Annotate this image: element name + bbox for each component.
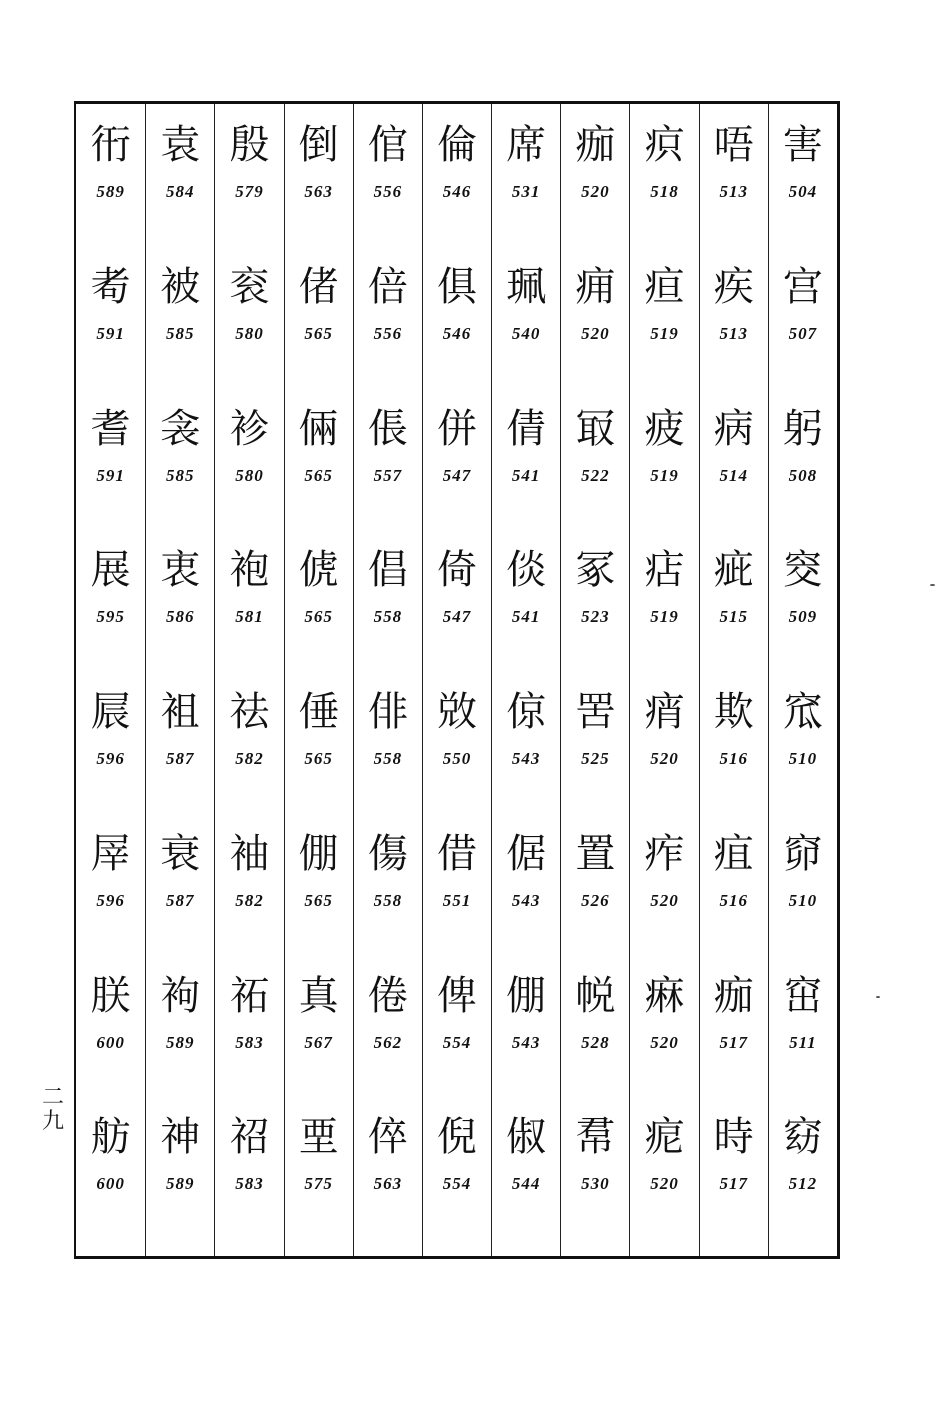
entry-page-ref: 530 xyxy=(581,1174,610,1194)
index-entry xyxy=(285,547,353,689)
entry-character: 祛 xyxy=(229,689,270,735)
entry-character: 袁 xyxy=(160,122,201,168)
entry-character: 倦 xyxy=(367,972,408,1019)
entry-page-ref: 512 xyxy=(788,1174,818,1194)
index-entry xyxy=(769,831,837,973)
index-entry xyxy=(492,1114,560,1256)
index-entry xyxy=(423,264,491,406)
index-column xyxy=(560,104,629,1256)
index-entry xyxy=(146,1114,214,1256)
entry-character: 倚 xyxy=(436,547,477,594)
entry-character: 痈 xyxy=(575,263,616,310)
index-column xyxy=(76,104,145,1256)
entry-page-ref: 550 xyxy=(442,749,472,768)
index-entry xyxy=(492,406,560,548)
entry-page-ref: 582 xyxy=(235,890,264,910)
entry-character: 衰 xyxy=(160,830,201,877)
entry-page-ref: 585 xyxy=(166,465,195,485)
entry-character: 疻 xyxy=(644,122,685,168)
entry-page-ref: 540 xyxy=(511,323,541,343)
index-entry xyxy=(561,689,629,831)
entry-page-ref: 520 xyxy=(650,1032,679,1052)
entry-page-ref: 562 xyxy=(373,1032,403,1052)
index-column xyxy=(629,104,698,1256)
entry-character: 冢 xyxy=(575,547,616,594)
entry-page-ref: 517 xyxy=(719,1032,748,1052)
index-entry xyxy=(146,406,214,548)
entry-page-ref: 517 xyxy=(719,1174,748,1194)
entry-character: 袍 xyxy=(229,547,270,594)
entry-character: 疲 xyxy=(644,405,685,452)
entry-page-ref: 520 xyxy=(581,323,610,343)
entry-character: 傷 xyxy=(367,830,408,877)
entry-page-ref: 541 xyxy=(511,607,541,627)
index-entry xyxy=(215,689,283,831)
index-entry xyxy=(215,406,283,548)
index-entry xyxy=(630,1114,698,1256)
index-entry xyxy=(76,1114,145,1256)
entry-character: 俶 xyxy=(506,1114,547,1161)
entry-page-ref: 565 xyxy=(304,323,333,343)
entry-page-ref: 565 xyxy=(304,890,333,910)
entry-character: 倀 xyxy=(367,405,408,452)
entry-page-ref: 510 xyxy=(788,890,818,910)
index-entry xyxy=(492,547,560,689)
index-entry xyxy=(492,122,560,264)
index-entry xyxy=(630,406,698,548)
index-entry xyxy=(146,689,214,831)
entry-character: 倩 xyxy=(506,405,547,452)
index-column xyxy=(491,104,560,1256)
index-column xyxy=(768,104,837,1256)
index-entry xyxy=(561,547,629,689)
entry-character: 席 xyxy=(506,122,547,168)
entry-page-ref: 518 xyxy=(650,182,679,201)
entry-character: 痄 xyxy=(644,830,685,877)
index-entry xyxy=(146,973,214,1115)
entry-character: 痂 xyxy=(713,972,754,1019)
entry-character: 帨 xyxy=(575,972,616,1019)
entry-page-ref: 589 xyxy=(166,1032,195,1052)
entry-page-ref: 583 xyxy=(235,1174,264,1194)
entry-page-ref: 523 xyxy=(581,607,610,627)
index-entry xyxy=(769,1114,837,1256)
entry-character: 疵 xyxy=(713,547,754,594)
entry-character: 痟 xyxy=(644,689,685,735)
index-entry xyxy=(561,122,629,264)
index-entry xyxy=(285,122,353,264)
index-entry xyxy=(354,973,422,1115)
index-entry xyxy=(354,264,422,406)
index-entry xyxy=(423,122,491,264)
index-entry xyxy=(423,1114,491,1256)
entry-character: 展 xyxy=(90,547,131,594)
index-column xyxy=(353,104,422,1256)
entry-page-ref: 510 xyxy=(788,749,818,768)
index-column xyxy=(284,104,353,1256)
index-grid xyxy=(76,104,837,1256)
entry-character: 借 xyxy=(436,830,477,877)
entry-character: 倨 xyxy=(506,830,547,877)
entry-character: 痁 xyxy=(644,547,685,594)
index-entry xyxy=(354,831,422,973)
entry-page-ref: 579 xyxy=(235,182,264,201)
entry-page-ref: 587 xyxy=(166,749,195,768)
index-entry xyxy=(630,264,698,406)
entry-page-ref: 554 xyxy=(442,1174,472,1194)
index-entry xyxy=(700,689,768,831)
entry-page-ref: 522 xyxy=(581,465,610,485)
entry-character: 倗 xyxy=(506,972,547,1019)
index-entry xyxy=(354,689,422,831)
entry-character: 真 xyxy=(298,972,339,1019)
entry-character: 殷 xyxy=(229,122,270,168)
entry-character: 疸 xyxy=(644,263,685,310)
index-entry xyxy=(285,689,353,831)
entry-page-ref: 565 xyxy=(304,465,333,485)
entry-character: 宫 xyxy=(782,263,823,310)
entry-page-ref: 580 xyxy=(235,323,264,343)
entry-character: 屒 xyxy=(90,689,131,735)
index-entry xyxy=(76,264,145,406)
entry-character: 倓 xyxy=(506,547,547,594)
index-entry xyxy=(492,264,560,406)
entry-character: 俱 xyxy=(436,263,477,310)
entry-page-ref: 515 xyxy=(719,607,748,627)
entry-character: 罟 xyxy=(575,689,616,735)
entry-page-ref: 509 xyxy=(788,607,818,627)
entry-page-ref: 551 xyxy=(442,890,472,910)
index-entry xyxy=(561,831,629,973)
entry-character: 疽 xyxy=(713,830,754,877)
index-entry xyxy=(76,122,145,264)
entry-page-ref: 589 xyxy=(96,182,125,201)
entry-page-ref: 513 xyxy=(719,182,748,201)
index-entry xyxy=(423,831,491,973)
entry-page-ref: 595 xyxy=(96,607,125,627)
entry-page-ref: 508 xyxy=(788,465,818,485)
entry-page-ref: 583 xyxy=(235,1032,264,1052)
entry-page-ref: 543 xyxy=(511,1032,541,1052)
index-entry xyxy=(769,547,837,689)
entry-page-ref: 519 xyxy=(650,323,679,343)
index-entry xyxy=(215,547,283,689)
scan-speck xyxy=(876,996,880,998)
scan-speck xyxy=(930,584,935,586)
entry-page-ref: 526 xyxy=(581,890,610,910)
index-column xyxy=(422,104,491,1256)
entry-character: 俾 xyxy=(436,972,477,1019)
index-column xyxy=(699,104,768,1256)
index-entry xyxy=(215,831,283,973)
index-entry xyxy=(769,122,837,264)
entry-character: 窔 xyxy=(782,547,823,594)
entry-page-ref: 513 xyxy=(719,323,748,343)
entry-page-ref: 600 xyxy=(96,1174,125,1194)
entry-page-ref: 565 xyxy=(304,749,333,768)
entry-character: 窊 xyxy=(782,689,823,735)
index-entry xyxy=(423,689,491,831)
entry-page-ref: 511 xyxy=(789,1032,817,1052)
index-entry xyxy=(492,831,560,973)
entry-character: 耆 xyxy=(90,405,131,452)
entry-page-ref: 563 xyxy=(304,182,333,201)
entry-page-ref: 547 xyxy=(442,607,472,627)
entry-page-ref: 556 xyxy=(373,323,403,343)
index-entry xyxy=(215,973,283,1115)
entry-page-ref: 600 xyxy=(96,1032,125,1052)
entry-character: 衮 xyxy=(229,263,270,310)
entry-page-ref: 504 xyxy=(788,182,818,201)
entry-character: 帬 xyxy=(575,1114,616,1161)
entry-page-ref: 519 xyxy=(650,607,679,627)
entry-character: 倆 xyxy=(298,405,339,452)
index-entry xyxy=(561,264,629,406)
index-entry xyxy=(285,973,353,1115)
entry-character: 倕 xyxy=(298,689,339,735)
entry-page-ref: 520 xyxy=(650,749,679,768)
character-index-table xyxy=(74,101,840,1259)
index-column xyxy=(145,104,214,1256)
entry-character: 冣 xyxy=(575,405,616,452)
entry-page-ref: 567 xyxy=(304,1032,333,1052)
entry-page-ref: 596 xyxy=(96,890,125,910)
entry-page-ref: 591 xyxy=(96,465,125,485)
entry-page-ref: 557 xyxy=(373,465,403,485)
entry-page-ref: 580 xyxy=(235,465,264,485)
index-entry xyxy=(423,973,491,1115)
entry-character: 俳 xyxy=(367,689,408,735)
index-entry xyxy=(769,689,837,831)
entry-page-ref: 516 xyxy=(719,749,748,768)
entry-page-ref: 528 xyxy=(581,1032,610,1052)
entry-page-ref: 565 xyxy=(304,607,333,627)
entry-page-ref: 558 xyxy=(373,749,403,768)
entry-page-ref: 546 xyxy=(442,182,472,201)
entry-character: 祒 xyxy=(229,1114,270,1161)
entry-character: 偖 xyxy=(298,263,339,310)
entry-character: 躬 xyxy=(782,405,823,452)
index-entry xyxy=(630,689,698,831)
entry-page-ref: 531 xyxy=(511,182,541,201)
entry-character: 倫 xyxy=(436,122,477,168)
entry-character: 袗 xyxy=(229,405,270,452)
entry-page-ref: 507 xyxy=(788,323,818,343)
index-entry xyxy=(769,264,837,406)
entry-character: 耇 xyxy=(90,263,131,310)
entry-character: 窌 xyxy=(782,830,823,877)
index-entry xyxy=(354,122,422,264)
index-entry xyxy=(285,1114,353,1256)
entry-character: 欺 xyxy=(713,689,754,735)
index-entry xyxy=(630,973,698,1115)
index-entry xyxy=(285,406,353,548)
entry-character: 袓 xyxy=(160,689,201,735)
entry-page-ref: 563 xyxy=(373,1174,403,1194)
index-entry xyxy=(423,547,491,689)
entry-page-ref: 558 xyxy=(373,607,403,627)
entry-character: 珮 xyxy=(506,263,547,310)
entry-page-ref: 520 xyxy=(650,890,679,910)
index-entry xyxy=(630,547,698,689)
entry-character: 倗 xyxy=(298,830,339,877)
index-entry xyxy=(76,406,145,548)
entry-character: 倍 xyxy=(367,263,408,310)
index-entry xyxy=(561,406,629,548)
entry-character: 窋 xyxy=(782,972,823,1019)
entry-page-ref: 582 xyxy=(235,749,264,768)
index-entry xyxy=(76,973,145,1115)
entry-character: 神 xyxy=(160,1114,201,1161)
index-entry xyxy=(285,264,353,406)
entry-character: 朕 xyxy=(90,972,131,1019)
entry-character: 併 xyxy=(436,405,477,452)
entry-page-ref: 543 xyxy=(511,890,541,910)
entry-character: 垔 xyxy=(298,1114,339,1161)
entry-page-ref: 556 xyxy=(373,182,403,201)
entry-character: 病 xyxy=(713,405,754,452)
entry-character: 窈 xyxy=(782,1114,823,1161)
entry-character: 時 xyxy=(713,1114,754,1161)
entry-page-ref: 547 xyxy=(442,465,472,485)
entry-page-ref: 575 xyxy=(304,1174,333,1194)
entry-character: 舫 xyxy=(90,1114,131,1161)
entry-page-ref: 584 xyxy=(166,182,195,201)
index-entry xyxy=(700,264,768,406)
entry-page-ref: 519 xyxy=(650,465,679,485)
index-entry xyxy=(630,831,698,973)
entry-character: 唔 xyxy=(713,122,754,168)
entry-page-ref: 587 xyxy=(166,890,195,910)
entry-character: 倞 xyxy=(506,689,547,735)
index-entry xyxy=(423,406,491,548)
entry-page-ref: 581 xyxy=(235,607,264,627)
entry-character: 倪 xyxy=(436,1114,477,1161)
entry-page-ref: 586 xyxy=(166,607,195,627)
index-entry xyxy=(76,831,145,973)
entry-character: 被 xyxy=(160,263,201,310)
index-entry xyxy=(769,973,837,1115)
entry-page-ref: 516 xyxy=(719,890,748,910)
index-column xyxy=(214,104,283,1256)
entry-character: 俿 xyxy=(298,547,339,594)
index-entry xyxy=(76,689,145,831)
index-entry xyxy=(215,1114,283,1256)
entry-character: 痆 xyxy=(644,1114,685,1161)
entry-page-ref: 546 xyxy=(442,323,472,343)
entry-page-ref: 541 xyxy=(511,465,541,485)
entry-page-ref: 543 xyxy=(511,749,541,768)
entry-page-ref: 544 xyxy=(511,1174,541,1194)
entry-character: 敚 xyxy=(436,689,477,735)
entry-character: 置 xyxy=(575,830,616,877)
index-entry xyxy=(561,1114,629,1256)
index-entry xyxy=(354,547,422,689)
entry-page-ref: 596 xyxy=(96,749,125,768)
index-entry xyxy=(630,122,698,264)
index-entry xyxy=(769,406,837,548)
index-entry xyxy=(700,831,768,973)
index-entry xyxy=(354,1114,422,1256)
index-entry xyxy=(76,547,145,689)
index-entry xyxy=(700,1114,768,1256)
entry-character: 倡 xyxy=(367,547,408,594)
index-entry xyxy=(146,264,214,406)
index-entry xyxy=(492,689,560,831)
entry-character: 衷 xyxy=(160,547,201,594)
entry-character: 疾 xyxy=(713,263,754,310)
entry-character: 害 xyxy=(782,122,823,168)
entry-character: 袖 xyxy=(229,830,270,877)
entry-character: 袧 xyxy=(160,972,201,1019)
entry-page-ref: 585 xyxy=(166,323,195,343)
entry-page-ref: 520 xyxy=(581,182,610,201)
index-entry xyxy=(285,831,353,973)
index-entry xyxy=(700,406,768,548)
entry-page-ref: 591 xyxy=(96,323,125,343)
entry-character: 倌 xyxy=(367,122,408,168)
index-entry xyxy=(146,122,214,264)
entry-character: 痳 xyxy=(644,972,685,1019)
index-entry xyxy=(561,973,629,1115)
entry-page-ref: 589 xyxy=(166,1174,195,1194)
entry-page-ref: 554 xyxy=(442,1032,472,1052)
index-entry xyxy=(700,122,768,264)
index-entry xyxy=(354,406,422,548)
index-entry xyxy=(700,973,768,1115)
index-entry xyxy=(700,547,768,689)
page-number: 二九 xyxy=(41,1085,64,1134)
index-entry xyxy=(215,264,283,406)
index-entry xyxy=(146,547,214,689)
entry-character: 倅 xyxy=(367,1114,408,1161)
entry-character: 屖 xyxy=(90,830,131,877)
entry-character: 衾 xyxy=(160,405,201,452)
index-entry xyxy=(146,831,214,973)
entry-page-ref: 514 xyxy=(719,465,748,485)
index-entry xyxy=(215,122,283,264)
entry-page-ref: 558 xyxy=(373,890,403,910)
entry-character: 衎 xyxy=(90,122,131,168)
entry-character: 痂 xyxy=(575,122,616,168)
entry-character: 倒 xyxy=(298,122,339,168)
entry-page-ref: 520 xyxy=(650,1174,679,1194)
entry-page-ref: 525 xyxy=(581,749,610,768)
entry-character: 祏 xyxy=(229,972,270,1019)
index-entry xyxy=(492,973,560,1115)
